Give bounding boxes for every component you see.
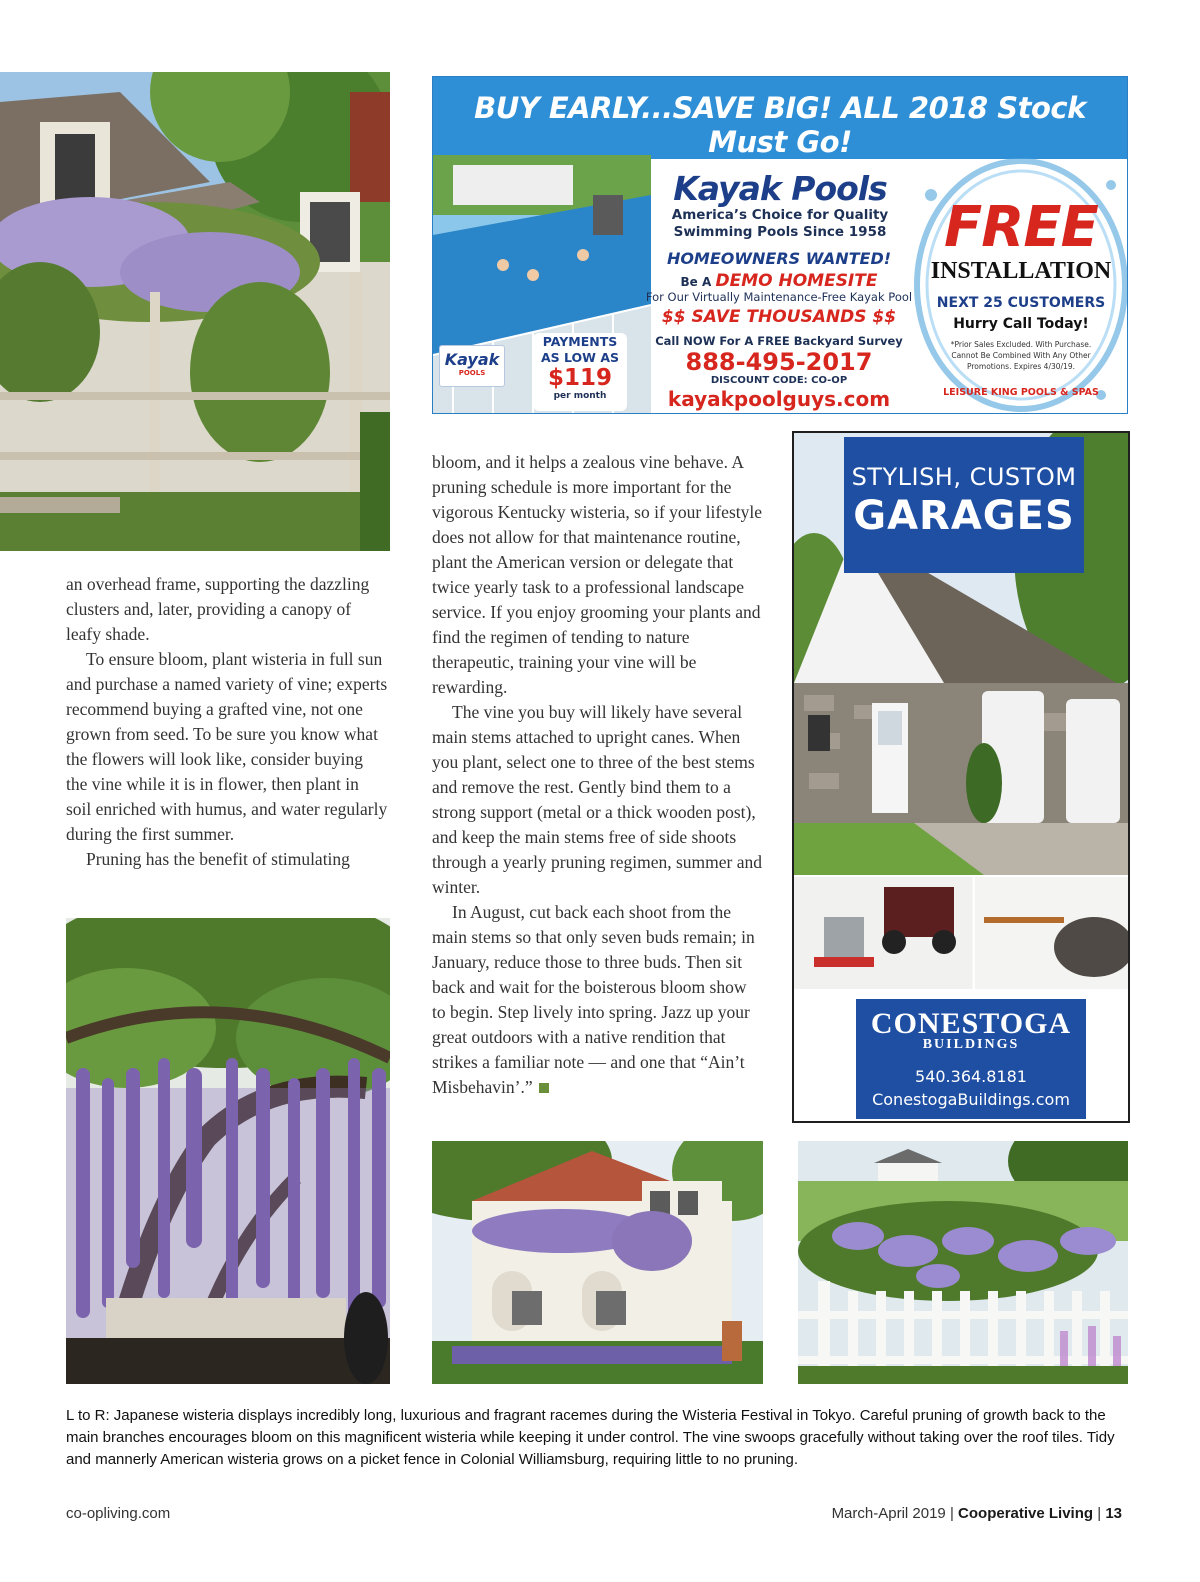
discount-code: DISCOUNT CODE: CO-OP xyxy=(710,375,848,386)
payments-label: PAYMENTS xyxy=(542,334,618,349)
footer-separator: | xyxy=(1097,1505,1102,1522)
payments-label-2: AS LOW AS xyxy=(541,350,619,365)
footer-issue-info xyxy=(832,1505,1122,1522)
kayak-phone[interactable]: 888-495-2017 xyxy=(685,348,873,376)
buildings-text: BUILDINGS xyxy=(922,1037,1020,1052)
logo-text: Kayak xyxy=(444,350,500,369)
next-25-customers: NEXT 25 CUSTOMERS xyxy=(936,295,1106,311)
hurry-call-today: Hurry Call Today! xyxy=(953,316,1089,332)
leisure-king-logo: LEISURE KING POOLS & SPAS xyxy=(943,387,1099,398)
call-now-line: Call NOW For A FREE Backyard Survey xyxy=(655,334,903,348)
free-text: FREE xyxy=(944,195,1098,260)
issue-date: March-April 2019 xyxy=(831,1505,946,1522)
conestoga-logo-block xyxy=(856,999,1086,1119)
kayak-tagline: America’s Choice for Quality Swimming Pools Since 1958 xyxy=(671,207,889,240)
payments-period: per month xyxy=(553,391,607,401)
end-of-article-icon xyxy=(539,1083,549,1093)
be-a-text: Be A xyxy=(680,275,712,289)
payments-badge xyxy=(533,333,627,411)
installation-text: INSTALLATION xyxy=(930,258,1112,284)
demo-homesite-line xyxy=(645,271,913,291)
kayak-url-link[interactable]: kayakpoolguys.com xyxy=(667,387,891,411)
middle-text-column xyxy=(432,450,762,1100)
paragraph: an overhead frame, supporting the dazzling clusters and, later, providing a canopy of leafy shade. xyxy=(66,574,370,644)
conestoga-phone[interactable]: 540.364.8181 xyxy=(915,1067,1027,1086)
logo-subtext: POOLS xyxy=(458,369,486,377)
photo-caption: L to R: Japanese wisteria displays incredibly long, luxurious and fragrant racemes during the Wisteria Festival in Tokyo. Careful pruning of growth back to the main branches encourages bloom on this magnificent wisteria while keeping it under control. The vine swoops gracefully without taking over the roof tiles. Tidy and mannerly American wisteria grows on a picket fence in Colonial Williamsburg, requiring little to no pruning. xyxy=(66,1407,1115,1468)
paragraph: The vine you buy will likely have several main stems attached to upright canes. When you plant, select one to three of the best stems and remove the rest. Gently bind them to a strong support (metal or a thick wooden post), and keep the main stems free of side shoots through a yearly pruning regimen, summer and winter. xyxy=(432,702,762,897)
picket-fence-wisteria-photo xyxy=(798,1141,1128,1384)
conestoga-garages-ad[interactable] xyxy=(792,431,1130,1123)
fine-print: *Prior Sales Excluded. With Purchase. Cannot Be Combined With Any Other Promotions. Expires 4/30/19. xyxy=(950,340,1092,371)
ad-headline: BUY EARLY...SAVE BIG! ALL 2018 Stock Must Go! xyxy=(474,91,1086,159)
paragraph: bloom, and it helps a zealous vine behave. A pruning schedule is more important for the vigorous Kentucky wisteria, so if your lifestyle does not allow for that maintenance routine, plant the American version or delegate that twice yearly task to a professional landscape service. If you enjoy grooming your plants and find the regimen of tending to nature therapeutic, training your vine will be rewarding. xyxy=(432,452,763,697)
paragraph: Pruning has the benefit of stimulating xyxy=(86,849,350,869)
kayak-brand: Kayak Pools xyxy=(673,169,887,208)
homeowners-wanted: HOMEOWNERS WANTED! xyxy=(666,249,892,268)
maintenance-free-line: For Our Virtually Maintenance-Free Kayak Pool xyxy=(645,290,913,304)
japanese-wisteria-photo xyxy=(66,918,390,1384)
magazine-title: Cooperative Living xyxy=(958,1505,1094,1522)
garages-banner xyxy=(844,437,1084,573)
left-text-column xyxy=(66,572,388,872)
house-wisteria-photo xyxy=(432,1141,763,1384)
paragraph-text: In August, cut back each shoot from the main stems so that only seven buds remain; in January, reduce those to three buds. Then sit back and wait for the boisterous bloom show to begin. Step lively into spring. Jazz up your great outdoors with a native rendition that strikes a familiar note — and one that “Ain’t Misbehavin’.” xyxy=(432,902,755,1097)
wisteria-arbor-photo xyxy=(0,72,390,551)
paragraph: To ensure bloom, plant wisteria in full sun and purchase a named variety of vine; experts recommend buying a grafted vine, not one grown from seed. To be sure you know what the flowers will look like, consider buying the vine while it is in flower, then plant in soil enriched with humus, and water regularly during the first summer. xyxy=(66,649,388,844)
footer-site-link[interactable]: co-opliving.com xyxy=(66,1505,171,1522)
page-number: 13 xyxy=(1105,1505,1122,1522)
save-thousands: $$ SAVE THOUSANDS $$ xyxy=(661,307,897,327)
demo-homesite: DEMO HOMESITE xyxy=(715,271,878,291)
garages-text: GARAGES xyxy=(853,493,1075,539)
garage-interior-photos xyxy=(794,877,1128,989)
footer-separator: | xyxy=(949,1505,954,1522)
paragraph xyxy=(432,900,762,1100)
stylish-custom-text: STYLISH, CUSTOM xyxy=(851,463,1077,491)
conestoga-url-link[interactable]: ConestogaBuildings.com xyxy=(872,1090,1070,1109)
conestoga-brand: CONESTOGA xyxy=(870,1007,1072,1040)
payments-amount: $119 xyxy=(547,365,612,391)
kayak-logo xyxy=(439,345,505,387)
kayak-pools-ad[interactable] xyxy=(432,76,1128,414)
